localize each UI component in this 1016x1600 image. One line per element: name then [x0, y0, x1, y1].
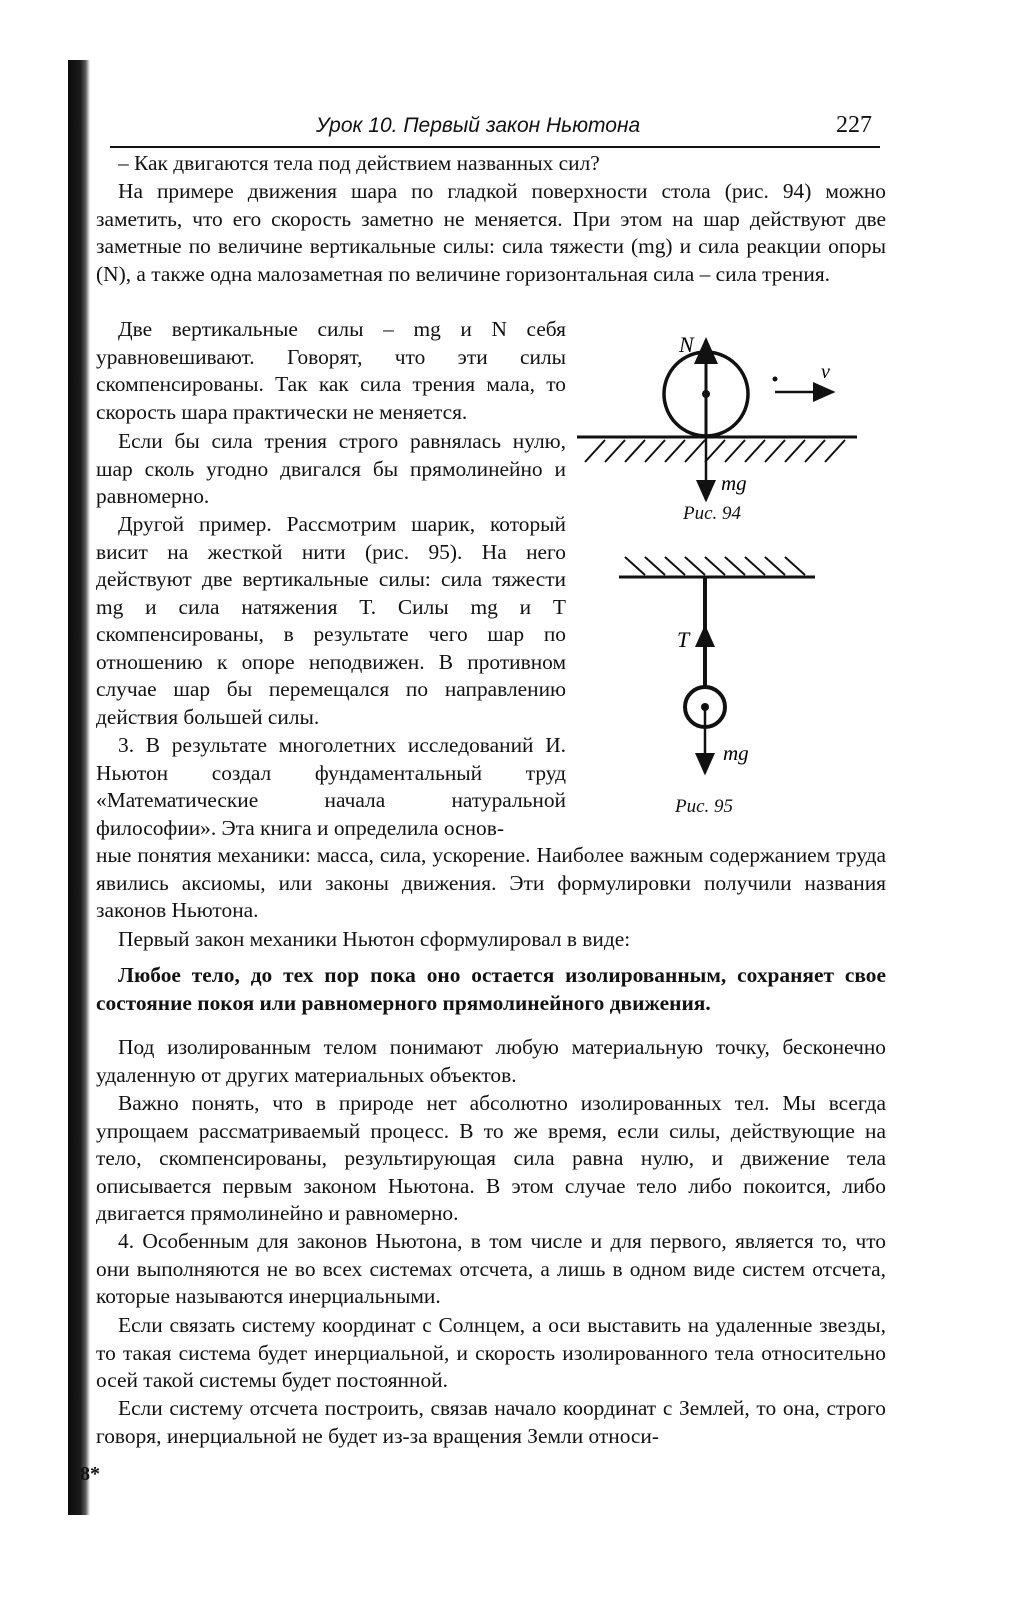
paragraph-inertial-frames: 4. Особенным для законов Ньютона, в том числе и для первого, является то, что они выполняются не во всех системах отсчета, а лишь в одном виде систем отсчета, которые называются инерциальными.: [96, 1229, 886, 1308]
paragraph-zero-friction: Если бы сила трения строго равнялась нулю, шар сколь угодно двигался бы прямолинейно и равномерно.: [96, 429, 566, 508]
paragraph-earth-frame: Если систему отсчета построить, связав начало координат с Землей, то она, строго говоря, инерциальной не будет из-за вращения Земли относи-: [96, 1396, 886, 1448]
label-v: v: [821, 361, 830, 383]
figure-95-caption: Рис. 95: [675, 796, 734, 817]
paragraph-ball-example: На примере движения шара по гладкой поверхности стола (рис. 94) можно заметить, что его скорость заметно не меняется. При этом на шар действуют две заметные по величине вертикальные силы: сила тяжести (mg) и сила реакции опоры (N), а также одна малозаметная по величине горизонтальная сила – сила трения.: [96, 179, 886, 286]
paragraph-thread-example: Другой пример. Рассмотрим шарик, который висит на жесткой нити (рис. 95). На него действуют две вертикальные силы: сила тяжести mg и сила натяжения T. Силы mg и T скомпенсированы, в результате чего шар по отношению к опоре неподвижен. В противном случае шар бы перемещался по направлению действия большей силы.: [96, 512, 566, 729]
paragraph-isolated-body: Под изолированным телом понимают любую материальную точку, бесконечно удаленную от других материальных объектов.: [96, 1035, 886, 1087]
paragraph-no-isolated-bodies: Важно понять, что в природе нет абсолютно изолированных тел. Мы всегда упрощаем рассматриваемый процесс. В то же время, если силы, действующие на тело, скомпенсированы, результирующая сила равна нулю, и движение тела описывается первым законом Ньютона. В этом случае тело либо покоится, либо двигается прямолинейно и равномерно.: [96, 1091, 886, 1225]
label-mg-95: mg: [723, 741, 749, 765]
paragraph-first-law-intro: Первый закон механики Ньютон сформулировал в виде:: [118, 927, 631, 951]
table-hatching: [585, 440, 845, 462]
paragraph-balanced-forces: Две вертикальные силы – mg и N себя уравновешивают. Говорят, что эти силы скомпенсированы. Так как сила трения мала, то скорость шара практически не меняется.: [96, 317, 566, 424]
figure-94-caption: Рис. 94: [683, 503, 742, 524]
ceiling-hatching: [625, 557, 805, 575]
header-title: Урок 10. Первый закон Ньютона: [316, 114, 641, 137]
label-n: N: [679, 332, 694, 357]
label-t: T: [677, 627, 690, 652]
page-number: 227: [836, 112, 872, 138]
running-header: [110, 112, 880, 148]
paragraph-sun-frame: Если связать систему координат с Солнцем, а оси выставить на удаленные звезды, то такая система будет инерциальной, и скорость изолированного тела относительно осей такой системы будет постоянной.: [96, 1313, 886, 1392]
page-binding-edge: [68, 60, 90, 1515]
paragraph-newton-work: 3. В результате многолетних исследований И. Ньютон создал фундаментальный труд «Математические начала натуральной философии». Эта книга и определила основ-: [96, 733, 566, 840]
label-mg-94: mg: [721, 471, 747, 495]
paragraph-newton-laws: ные понятия механики: масса, сила, ускорение. Наиболее важным содержанием труда явились аксиомы, или законы движения. Эти формулировки получили названия законов Ньютона.: [96, 843, 886, 922]
figure-95-ball-on-thread: [615, 555, 820, 790]
figure-94-ball-on-table: [575, 322, 865, 532]
signature-mark: 8*: [80, 1463, 100, 1485]
paragraph-question: – Как двигаются тела под действием названных сил?: [118, 151, 600, 175]
first-law-statement: Любое тело, до тех пор пока оно остается изолированным, сохраняет свое состояние покоя или равномерного прямолинейного движения.: [96, 963, 886, 1015]
